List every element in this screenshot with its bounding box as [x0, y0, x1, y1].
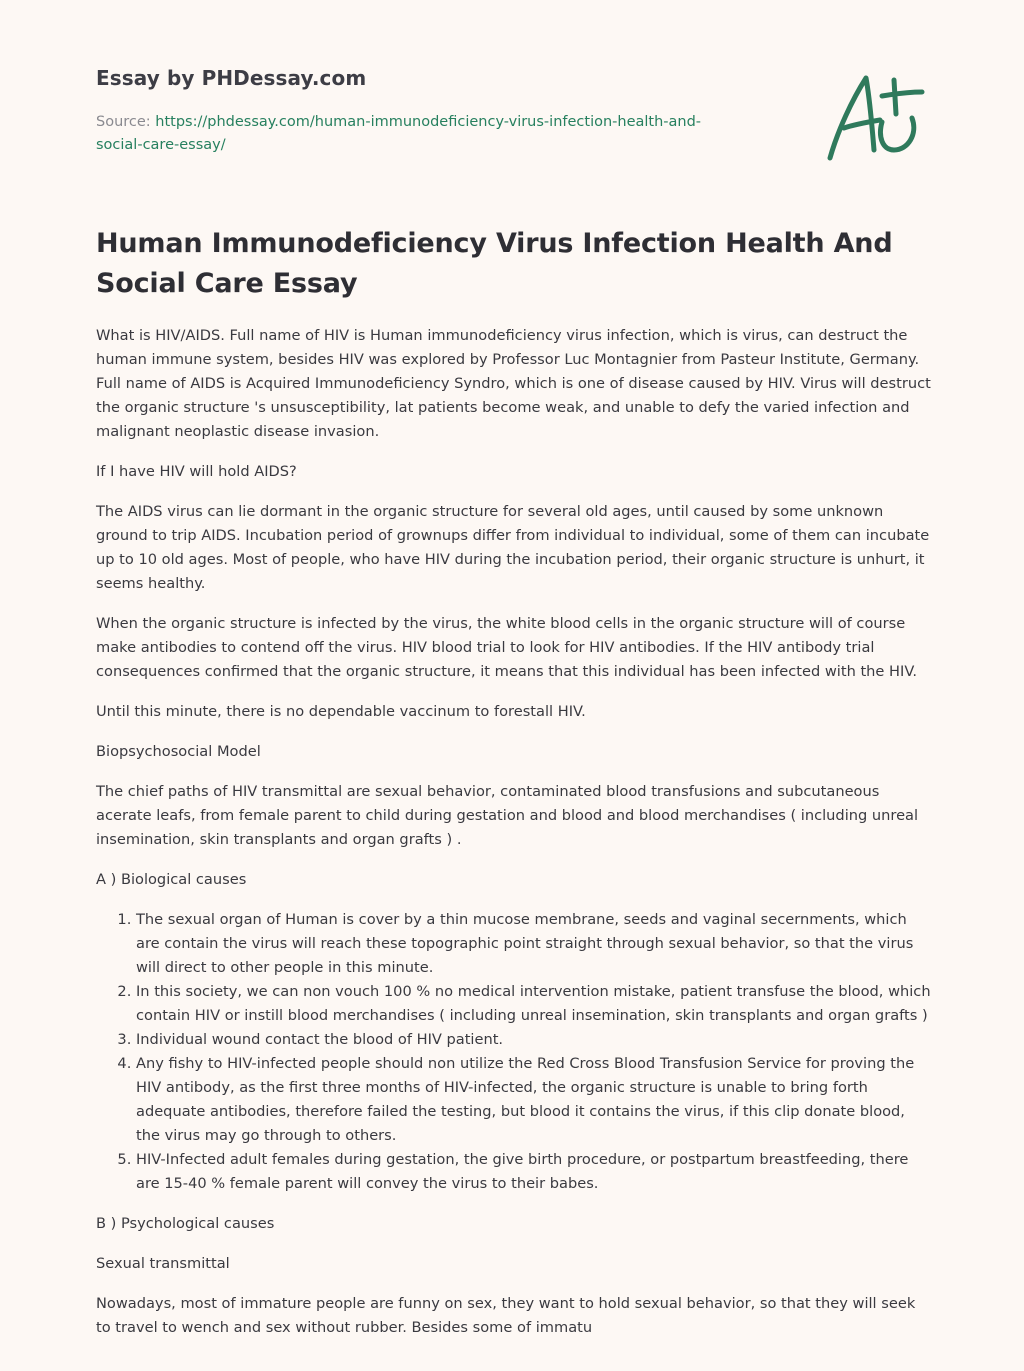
section-heading: A ) Biological causes: [96, 871, 247, 888]
essay-body: [96, 324, 932, 1356]
essay-title: Human Immunodeficiency Virus Infection Health And Social Care Essay: [96, 228, 893, 299]
section-heading: Biopsychosocial Model: [96, 743, 261, 760]
list-item: 2. In this society, we can non vouch 100 % no medical intervention mistake, patient transfuse the blood, which contain HIV or instill blood merchandises ( including unreal insemination, skin transplants and organ grafts ): [136, 980, 932, 1028]
a-plus-grade-icon: [822, 70, 928, 166]
source-link[interactable]: https://phdessay.com/human-immunodeficiency-virus-infection-health-and-social-care-essay/: [96, 114, 702, 153]
list-item: 3. Individual wound contact the blood of HIV patient.: [136, 1028, 932, 1052]
paragraph: Nowadays, most of immature people are funny on sex, they want to hold sexual behavior, so that they will seek to travel to wench and sex without rubber. Besides some of immatu: [96, 1295, 916, 1336]
paragraph: Until this minute, there is no dependable vaccinum to forestall HIV.: [96, 703, 586, 720]
list-item: 4. Any fishy to HIV-infected people should non utilize the Red Cross Blood Transfusion Service for proving the HIV antibody, as the first three months of HIV-infected, the organic structure is unable to bring forth adequate antibodies, therefore failed the testing, but blood it contains the virus, if this clip donate blood, the virus may go through to others.: [136, 1052, 932, 1148]
paragraph: If I have HIV will hold AIDS?: [96, 463, 297, 480]
paragraph: The AIDS virus can lie dormant in the organic structure for several old ages, until caused by some unknown ground to trip AIDS. Incubation period of grownups differ from individual to individual, some of them can incubate up to 10 old ages. Most of people, who have HIV during the incubation period, their organic structure is unhurt, it seems healthy.: [96, 503, 930, 592]
source-label: Source:: [96, 114, 156, 130]
site-brand: Essay by PHDessay.com: [96, 66, 367, 90]
causes-list: [96, 908, 932, 1196]
section-heading: B ) Psychological causes: [96, 1215, 275, 1232]
section-heading: Sexual transmittal: [96, 1255, 230, 1272]
paragraph: The chief paths of HIV transmittal are sexual behavior, contaminated blood transfusions and subcutaneous acerate leafs, from female parent to child during gestation and blood and blood merchandises ( including unreal insemination, skin transplants and organ grafts ) .: [96, 783, 919, 848]
list-item: 1. The sexual organ of Human is cover by a thin mucose membrane, seeds and vaginal secernments, which are contain the virus will reach these topographic point straight through sexual behavior, so that the virus will direct to other people in this minute.: [136, 908, 932, 980]
list-item: 5. HIV-Infected adult females during gestation, the give birth procedure, or postpartum breastfeeding, there are 15-40 % female parent will convey the virus to their babes.: [136, 1148, 932, 1196]
source-line: [96, 111, 736, 157]
paragraph: What is HIV/AIDS. Full name of HIV is Human immunodeficiency virus infection, which is virus, can destruct the human immune system, besides HIV was explored by Professor Luc Montagnier from Pasteur Institute, Germany. Full name of AIDS is Acquired Immunodeficiency Syndro, which is one of disease caused by HIV. Virus will destruct the organic structure 's unsusceptibility, lat patients become weak, and unable to defy the varied infection and malignant neoplastic disease invasion.: [96, 327, 931, 440]
paragraph: When the organic structure is infected by the virus, the white blood cells in the organic structure will of course make antibodies to contend off the virus. HIV blood trial to look for HIV antibodies. If the HIV antibody trial consequences confirmed that the organic structure, it means that this individual has been infected with the HIV.: [96, 615, 918, 680]
